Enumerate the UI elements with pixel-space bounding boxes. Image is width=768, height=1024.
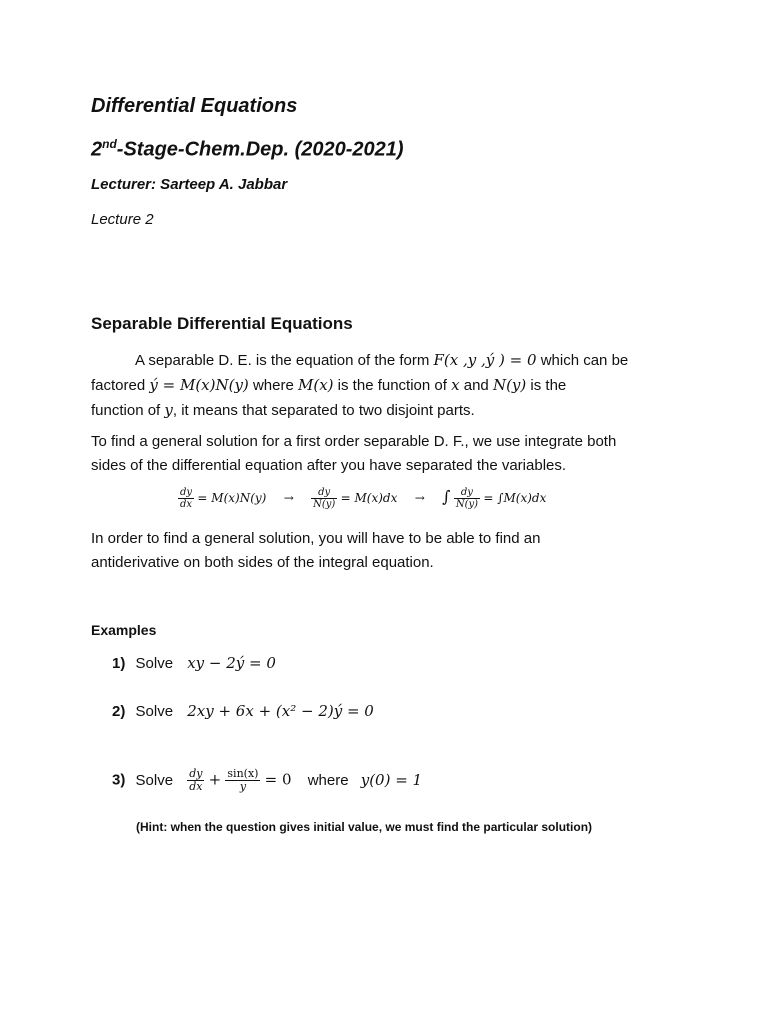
fraction-dy-dx: $\frac{dy}{dx}$ [189, 767, 203, 794]
definition-line-2: factored ý = M(x)N(y) where M(x) is the function of x and N(y) is the [91, 376, 567, 394]
form-equation: F(x ,y ,ý ) = 0 [433, 351, 537, 369]
lecture-number: Lecture 2 [91, 211, 154, 228]
section-heading: Separable Differential Equations [91, 314, 353, 333]
initial-condition: y(0) = 1 [360, 770, 423, 789]
stage-superscript: nd [102, 137, 117, 151]
fraction-dy-dx: $\frac{dy}{dx}$ [180, 487, 193, 511]
stage-prefix: 2 [91, 138, 103, 161]
example-2-equation: 2xy + 6x + (x² − 2)ý = 0 [187, 702, 374, 720]
example-1-equation: xy − 2ý = 0 [187, 654, 276, 672]
fraction-sin-y: $\frac{\sin(x)}{y}$ [227, 767, 259, 794]
fraction-dy-ny: $\frac{dy}{N(y)}$ [313, 487, 336, 511]
course-title: Differential Equations [91, 95, 298, 117]
example-3: 3) Solve $\frac{dy}{dx}$ + $\frac{\sin(x)}{y}$ = 0 where y(0) = 1 [112, 767, 423, 794]
stage-title [91, 137, 404, 162]
definition-line-3: function of y, it means that separated to two disjoint parts. [91, 401, 475, 419]
lecturer-name: Lecturer: Sarteep A. Jabbar [91, 176, 288, 193]
stage-rest: -Stage-Chem.Dep. (2020-2021) [116, 138, 404, 161]
factored-equation: ý = M(x)N(y) [149, 376, 249, 394]
example-1: 1) Solve xy − 2ý = 0 [112, 654, 276, 672]
arrow-icon: → [414, 491, 425, 505]
example-2: 2) Solve 2xy + 6x + (x² − 2)ý = 0 [112, 702, 374, 720]
arrow-icon: → [283, 491, 294, 505]
method-paragraph: To find a general solution for a first order separable D. F., we use integrate both sides of the differential equation after you have separated the variables. [91, 433, 617, 474]
antiderivative-paragraph: In order to find a general solution, you will have to be able to find an antiderivative on both sides of the integral equation. [91, 530, 541, 571]
hint-text: (Hint: when the question gives initial value, we must find the particular solution) [136, 820, 593, 834]
fraction-dy-ny-integral: $\frac{dy}{N(y)}$ [455, 487, 479, 511]
definition-line-1: A separable D. E. is the equation of the form F(x ,y ,ý ) = 0 which can be [135, 351, 629, 369]
integral-sign: ∫ [442, 487, 451, 506]
examples-heading: Examples [91, 622, 157, 638]
separation-steps: $\frac{dy}{dx}$ = M(x)N(y) → $\frac{dy}{N(y)}$ = M(x)dx → ∫ $\frac{dy}{N(y)}$ = ∫M(x)dx [180, 487, 547, 511]
definition-paragraph [91, 348, 691, 423]
